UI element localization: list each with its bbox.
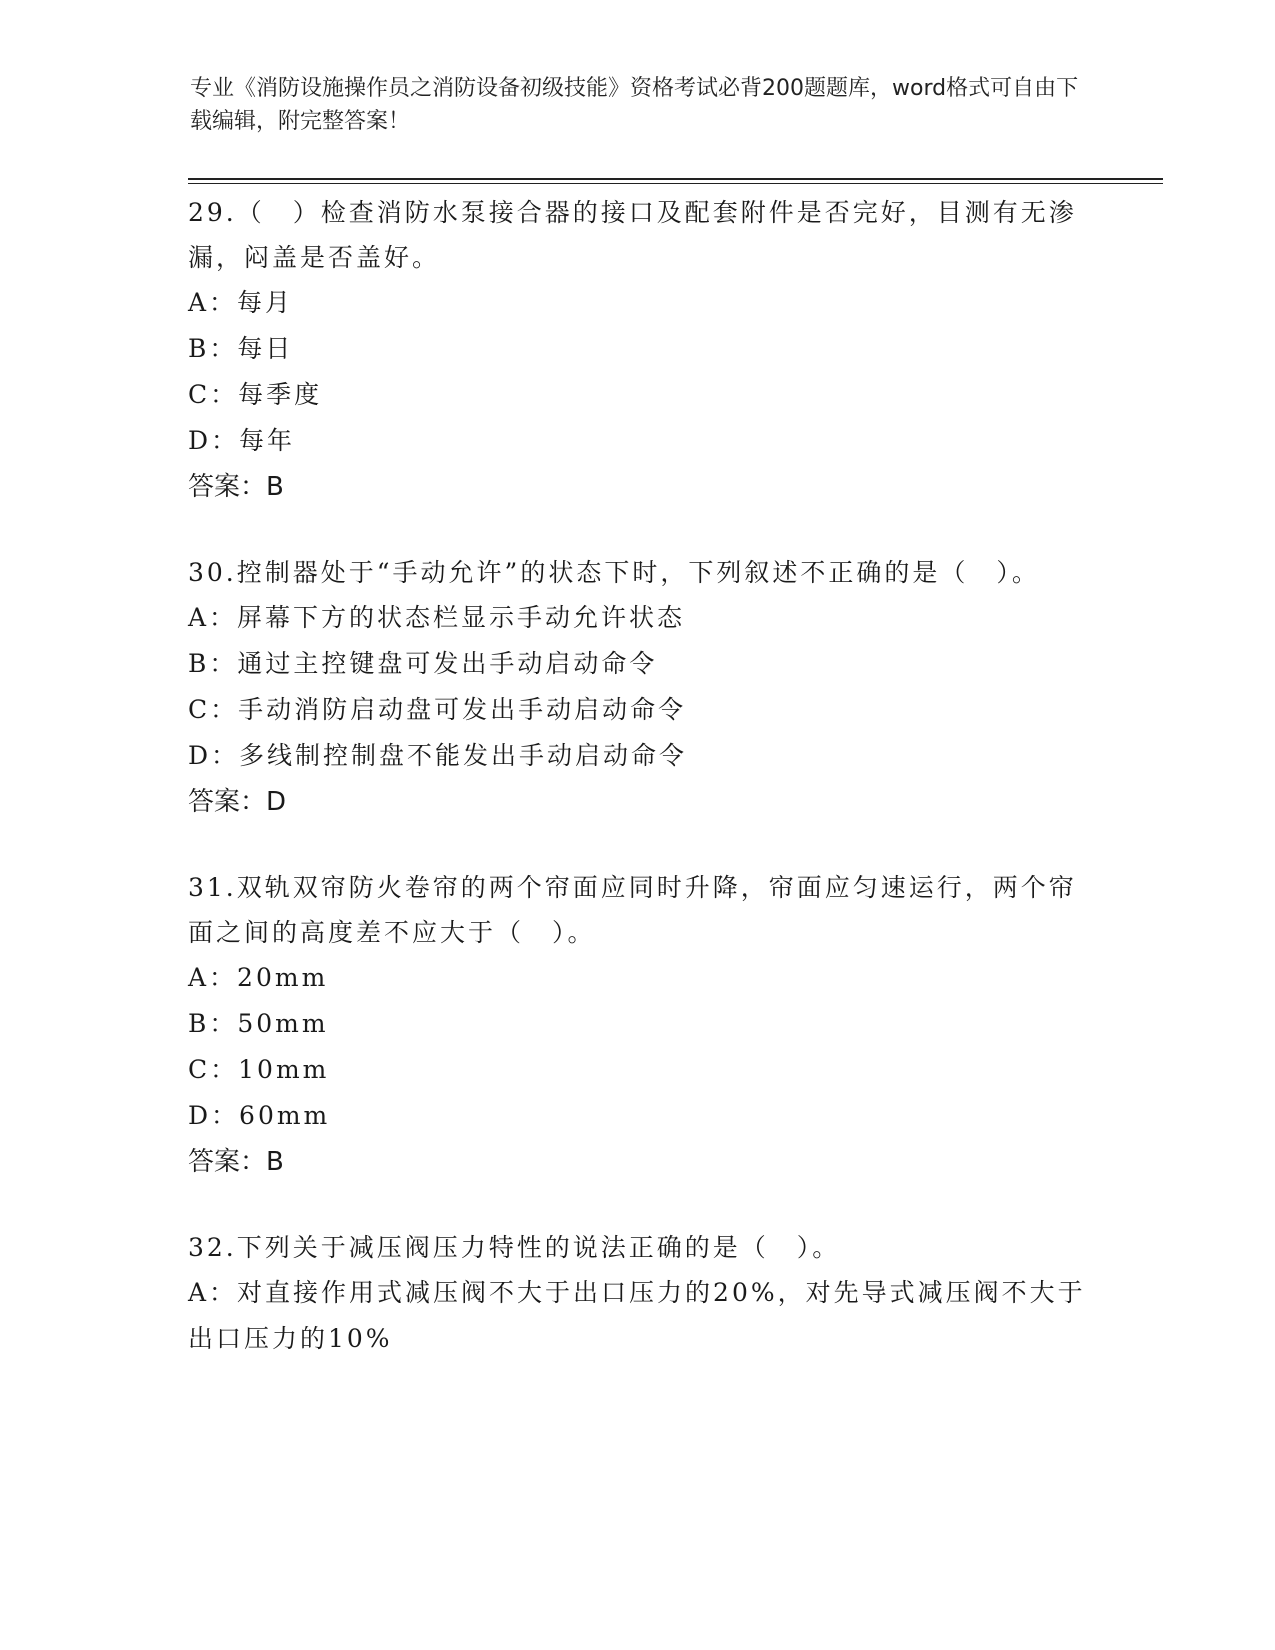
option-b: B：每日: [188, 334, 294, 363]
option-c: C：每季度: [188, 380, 323, 409]
option-d: D：60mm: [188, 1101, 331, 1130]
question-item: [188, 865, 1088, 1185]
answer-line: 答案：B: [188, 472, 284, 502]
question-list: [188, 190, 1088, 1384]
question-stem: 32.下列关于减压阀压力特性的说法正确的是（ ）。: [188, 1233, 841, 1262]
option-a: A：对直接作用式减压阀不大于出口压力的20%，对先导式减压阀不大于出口压力的10%: [188, 1278, 1086, 1353]
header-divider-thin: [188, 183, 1163, 184]
question-stem: 31.双轨双帘防火卷帘的两个帘面应同时升降，帘面应匀速运行，两个帘面之间的高度差不应大于（ ）。: [188, 873, 1077, 947]
answer-line: 答案：B: [188, 1147, 284, 1177]
question-stem: 30.控制器处于“手动允许”的状态下时，下列叙述不正确的是（ ）。: [188, 558, 1040, 587]
option-a: A：屏幕下方的状态栏显示手动允许状态: [188, 603, 686, 632]
option-c: C：手动消防启动盘可发出手动启动命令: [188, 695, 687, 724]
question-item: [188, 550, 1088, 825]
question-item: [188, 1225, 1088, 1362]
question-stem: 29.（ ）检查消防水泵接合器的接口及配套附件是否完好，目测有无渗漏，闷盖是否盖好。: [188, 198, 1077, 272]
option-b: B：50mm: [188, 1009, 329, 1038]
option-a: A：每月: [188, 288, 294, 317]
document-header: 专业《消防设施操作员之消防设备初级技能》资格考试必背200题题库，word格式可自由下载编辑，附完整答案！: [190, 76, 1079, 134]
option-d: D：每年: [188, 426, 296, 455]
answer-line: 答案：D: [188, 787, 287, 817]
option-b: B：通过主控键盘可发出手动启动命令: [188, 649, 658, 678]
option-c: C：10mm: [188, 1055, 330, 1084]
option-a: A：20mm: [188, 963, 329, 992]
header-divider: [188, 178, 1163, 180]
option-d: D：多线制控制盘不能发出手动启动命令: [188, 741, 688, 770]
question-item: [188, 190, 1088, 510]
